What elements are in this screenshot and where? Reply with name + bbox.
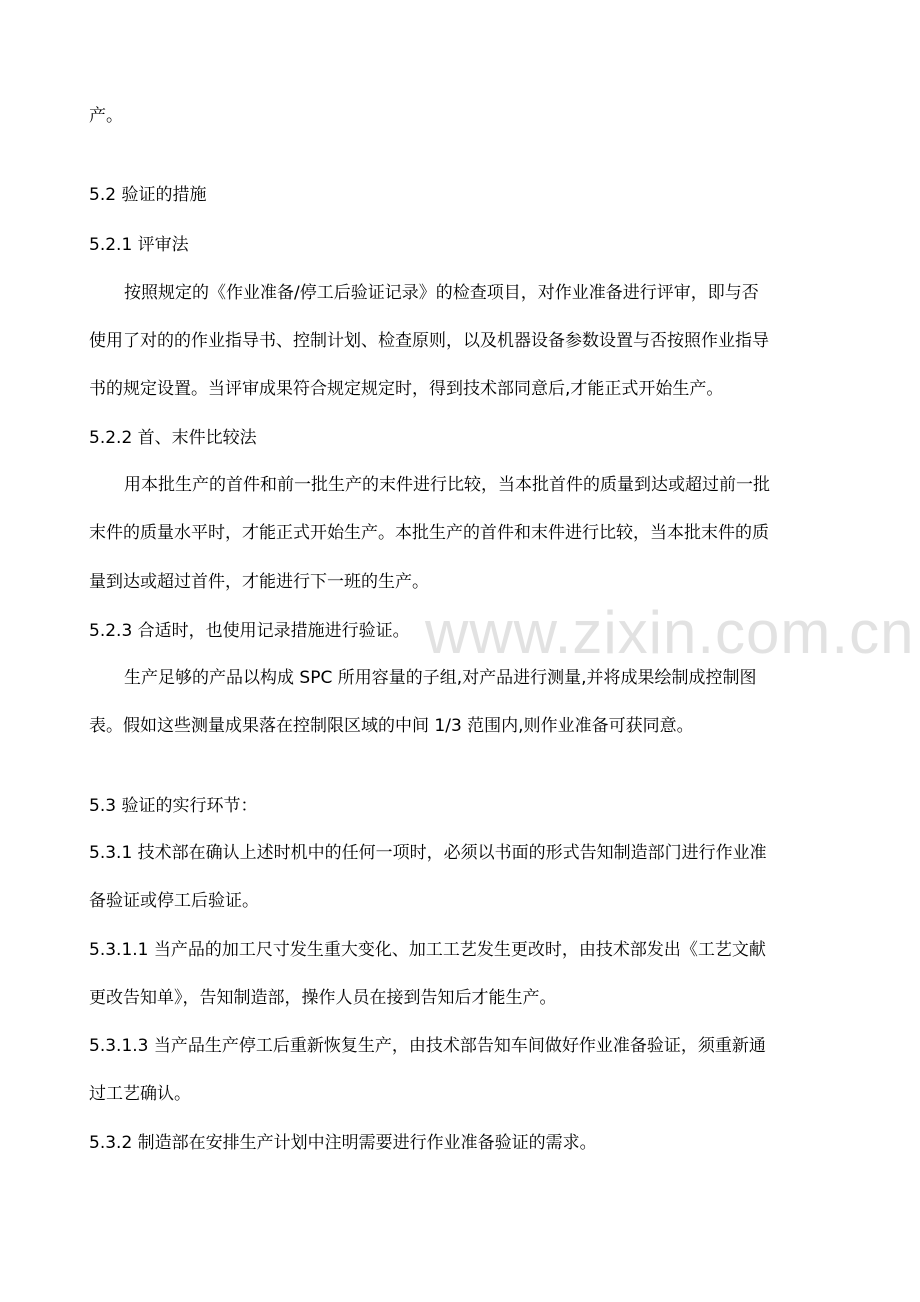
watermark: www.zixin.com.cn [425, 599, 915, 666]
heading-5-3: 5.3 验证的实行环节： [89, 796, 258, 816]
paragraph-tail: 产。 [89, 106, 123, 126]
heading-5-2-3: 5.2.3 合适时，也使用记录措施进行验证。 [89, 621, 410, 641]
paragraph-line: 按照规定的《作业准备/停工后验证记录》的检查项目，对作业准备进行评审，即与否 [124, 283, 759, 303]
item-5-3-2: 5.3.2 制造部在安排生产计划中注明需要进行作业准备验证的需求。 [89, 1133, 597, 1153]
paragraph-line: 书的规定设置。当评审成果符合规定规定时，得到技术部同意后,才能正式开始生产。 [89, 379, 724, 399]
paragraph-line: 表。假如这些测量成果落在控制限区域的中间 1/3 范围内,则作业准备可获同意。 [89, 716, 694, 736]
item-5-3-1-3-cont: 过工艺确认。 [89, 1084, 191, 1104]
item-5-3-1-1: 5.3.1.1 当产品的加工尺寸发生重大变化、加工工艺发生更改时，由技术部发出《工艺文献 [89, 940, 766, 960]
heading-5-2-2: 5.2.2 首、末件比较法 [89, 428, 257, 448]
heading-5-2-1: 5.2.1 评审法 [89, 235, 189, 255]
paragraph-line: 使用了对的的作业指导书、控制计划、检查原则，以及机器设备参数设置与否按照作业指导 [89, 331, 769, 351]
item-5-3-1-cont: 备验证或停工后验证。 [89, 891, 259, 911]
paragraph-line: 量到达或超过首件，才能进行下一班的生产。 [89, 572, 429, 592]
item-5-3-1-3: 5.3.1.3 当产品生产停工后重新恢复生产，由技术部告知车间做好作业准备验证，须重新通 [89, 1036, 766, 1056]
paragraph-line: 末件的质量水平时，才能正式开始生产。本批生产的首件和末件进行比较，当本批末件的质 [89, 523, 769, 543]
item-5-3-1: 5.3.1 技术部在确认上述时机中的任何一项时，必须以书面的形式告知制造部门进行作业准 [89, 843, 767, 863]
heading-5-2: 5.2 验证的措施 [89, 185, 207, 205]
paragraph-line: 生产足够的产品以构成 SPC 所用容量的子组,对产品进行测量,并将成果绘制成控制图 [124, 668, 757, 688]
item-5-3-1-1-cont: 更改告知单》，告知制造部，操作人员在接到告知后才能生产。 [89, 988, 557, 1008]
paragraph-line: 用本批生产的首件和前一批生产的末件进行比较，当本批首件的质量到达或超过前一批 [124, 475, 770, 495]
